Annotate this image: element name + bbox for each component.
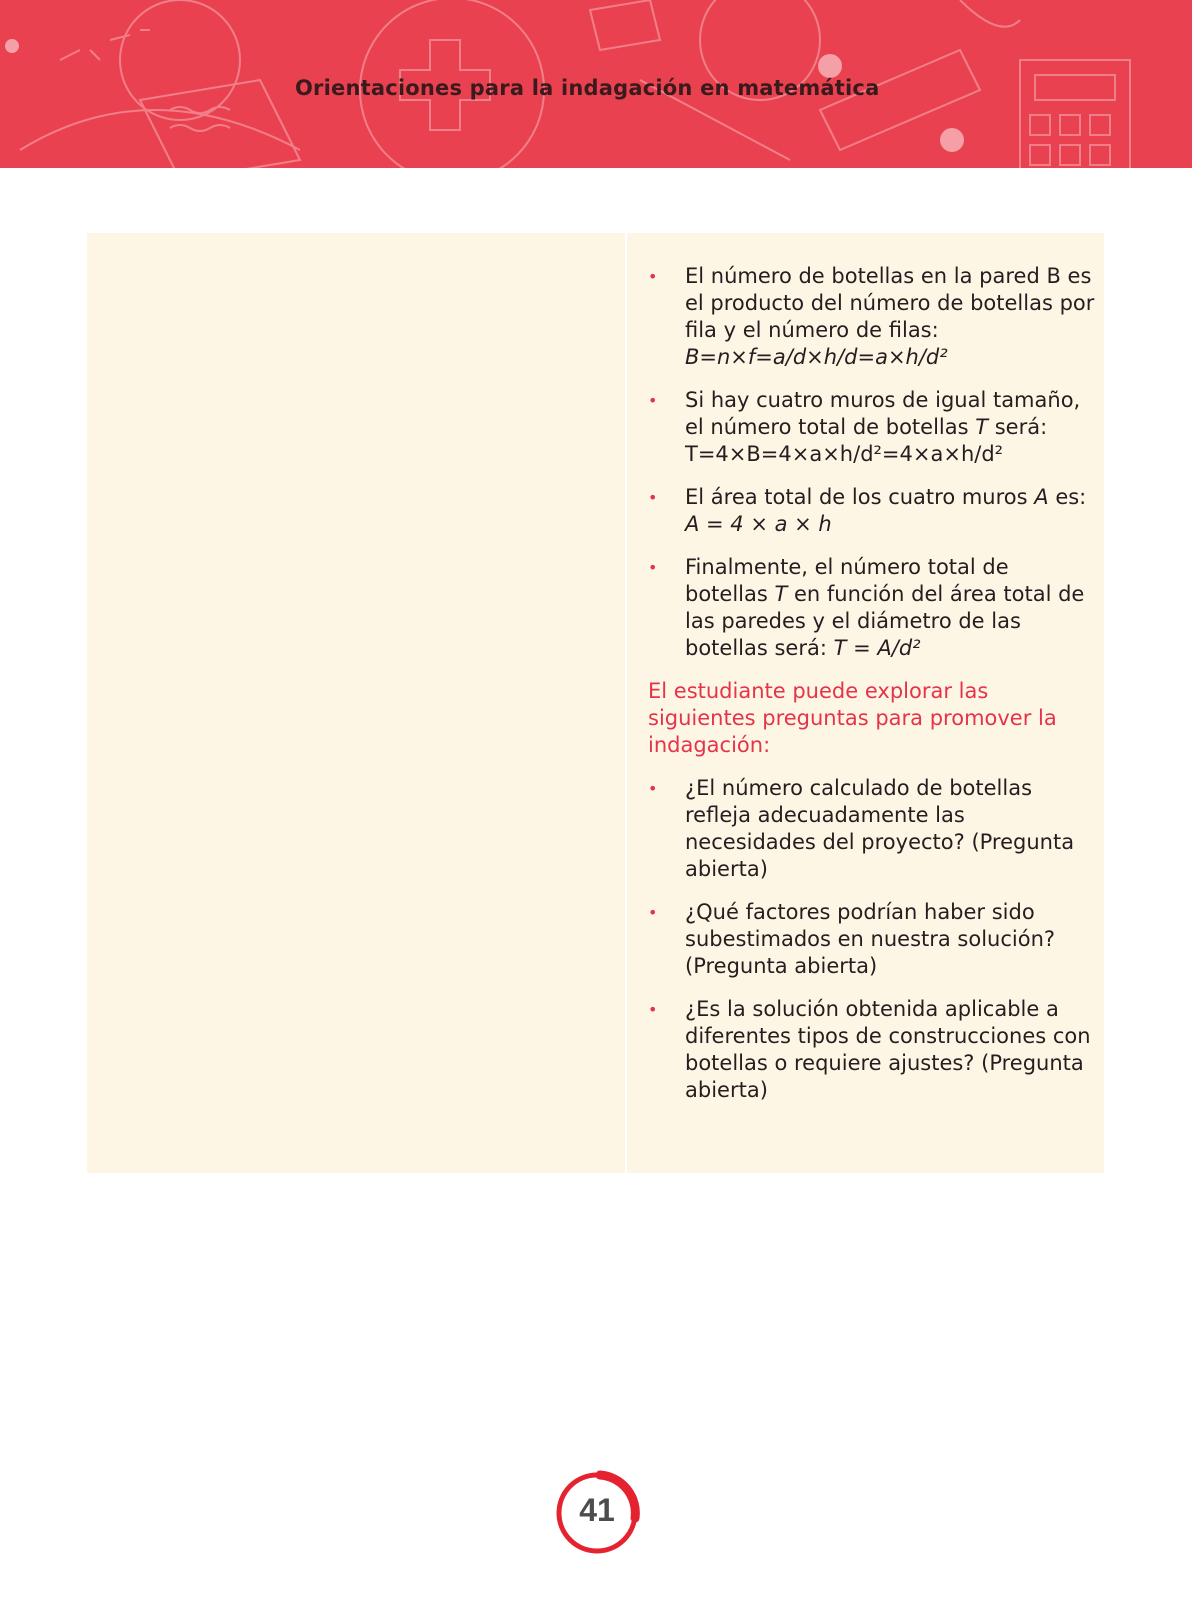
question-text: ¿El número calculado de botellas refleja adecuadamente las necesidades del proyecto? (Pregunta abierta) xyxy=(685,776,1075,881)
bullet-text: Si hay cuatro muros de igual tamaño, el número total de botellas xyxy=(685,388,1081,439)
bullet-icon: • xyxy=(648,391,658,410)
column-divider xyxy=(625,233,627,1173)
list-item xyxy=(648,484,1098,538)
bullet-variable: T xyxy=(975,415,989,439)
bullet-icon: • xyxy=(648,488,658,507)
bullet-text: es: xyxy=(1048,485,1087,509)
bullet-icon: • xyxy=(648,903,658,922)
bullet-formula: T = A/d² xyxy=(833,636,921,660)
bullet-variable: T xyxy=(774,582,788,606)
list-item xyxy=(648,387,1098,468)
bullet-text: en función del área total de las paredes y el diámetro de las botellas será: xyxy=(685,582,1085,660)
question-text: ¿Es la solución obtenida aplicable a diferentes tipos de construcciones con botellas o requiere ajustes? (Pregunta abierta) xyxy=(685,997,1091,1102)
bullet-icon: • xyxy=(648,267,658,286)
formula-bullet-list xyxy=(648,263,1098,662)
page-number-badge xyxy=(556,1470,642,1556)
bullet-formula: T=4×B=4×a×h/d²=4×a×h/d² xyxy=(685,442,1004,466)
bullet-text: Finalmente, el número total de botellas xyxy=(685,555,1009,606)
bullet-icon: • xyxy=(648,558,658,577)
question-text: ¿Qué factores podrían haber sido subestimados en nuestra solución? (Pregunta abierta) xyxy=(685,900,1056,978)
bullet-variable: A xyxy=(1034,485,1049,509)
list-item xyxy=(648,263,1098,371)
bullet-icon: • xyxy=(648,779,658,798)
content-panel xyxy=(87,233,1104,1173)
page-header xyxy=(0,0,1192,168)
list-item xyxy=(648,775,1098,883)
question-bullet-list xyxy=(648,775,1098,1104)
bullet-text: El número de botellas en la pared B es el producto del número de botellas por fila y el número de filas: xyxy=(685,264,1095,342)
inquiry-lead-text: El estudiante puede explorar las siguientes preguntas para promover la indagación: xyxy=(648,679,1057,757)
right-column xyxy=(648,263,1098,1120)
bullet-formula: B=n×f=a/d×h/d=a×h/d² xyxy=(685,345,948,369)
header-title: Orientaciones para la indagación en matemática xyxy=(295,76,880,100)
page-number: 41 xyxy=(579,1492,615,1528)
list-item xyxy=(648,899,1098,980)
bullet-icon: • xyxy=(648,1000,658,1019)
bullet-formula: A = 4 × a × h xyxy=(685,512,832,536)
bullet-text: El área total de los cuatro muros xyxy=(685,485,1035,509)
list-item xyxy=(648,996,1098,1104)
list-item xyxy=(648,554,1098,662)
bullet-text: será: xyxy=(988,415,1048,439)
